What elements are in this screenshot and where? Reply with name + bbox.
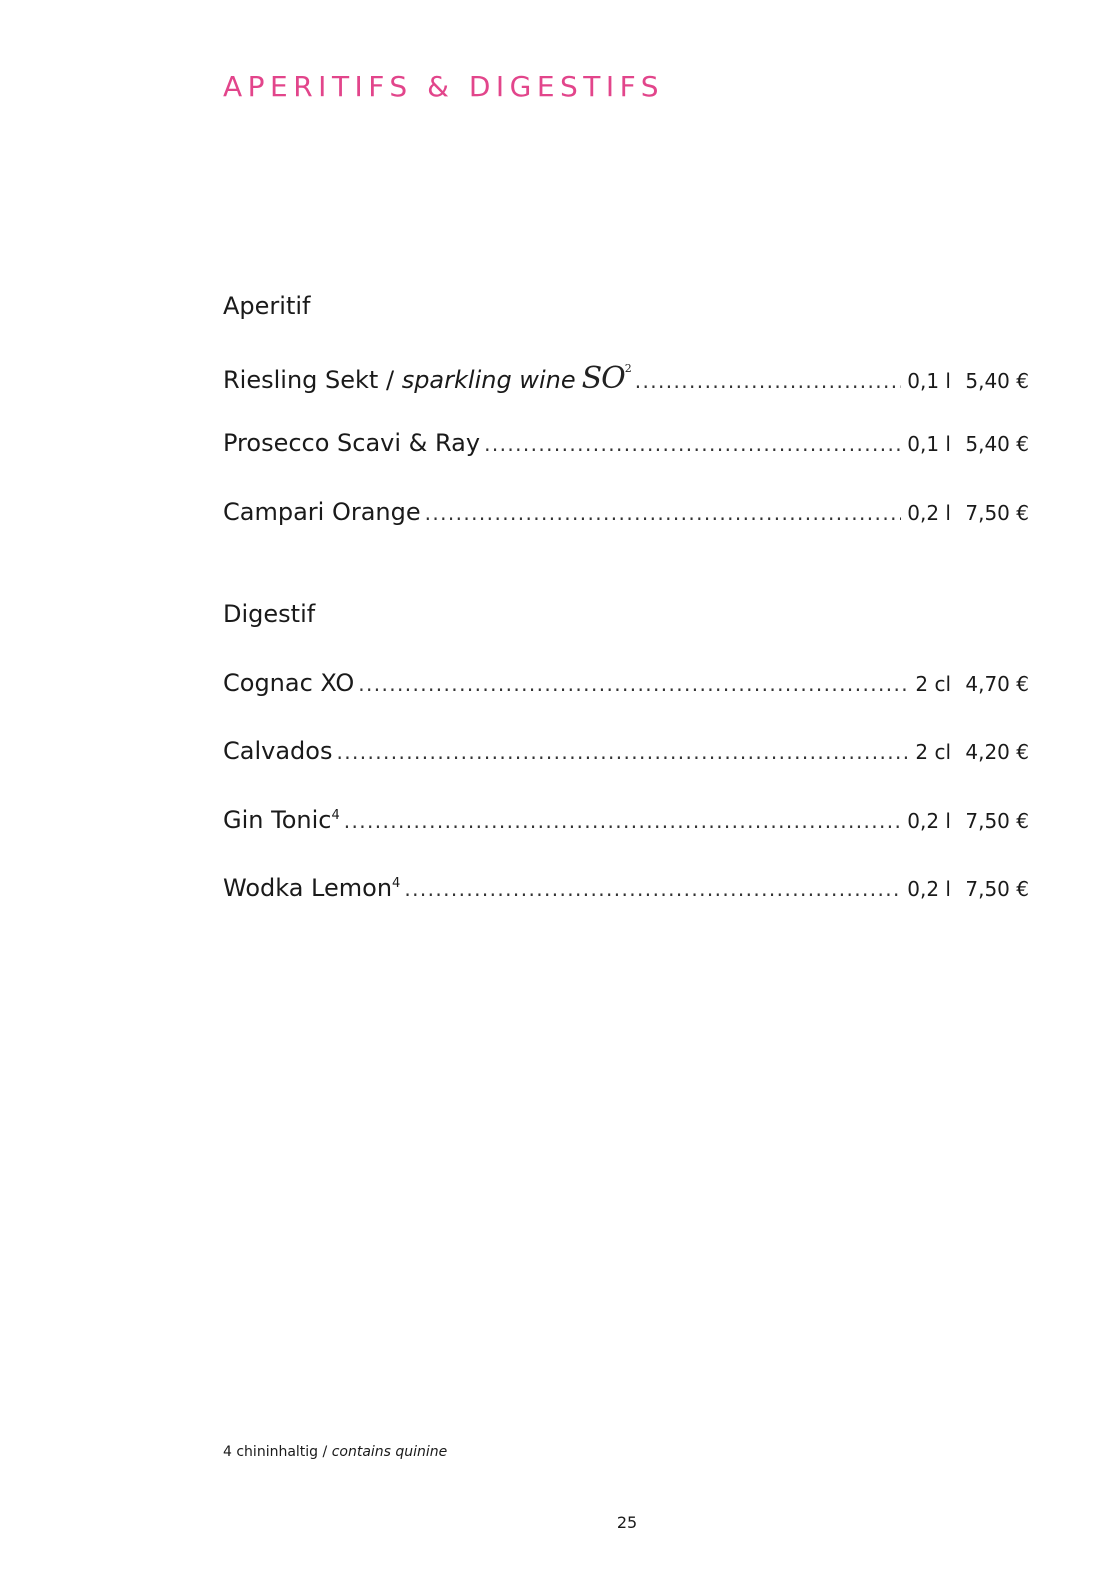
dot-leader (336, 740, 909, 764)
footnote-ref: 4 (331, 808, 340, 823)
dot-leader (404, 877, 901, 901)
item-price: 5,40 € (965, 369, 1029, 393)
item-name: Riesling Sekt / sparkling wine (223, 366, 576, 394)
item-size: 0,2 l (907, 877, 951, 901)
item-size: 2 cl (915, 672, 951, 696)
footnote (223, 1444, 447, 1460)
item-name: Campari Orange (223, 498, 421, 526)
menu-item-cognac-xo (223, 669, 1029, 701)
item-price: 7,50 € (965, 877, 1029, 901)
item-size: 0,1 l (907, 432, 951, 456)
item-name: Prosecco Scavi & Ray (223, 429, 481, 457)
menu-item-prosecco (223, 429, 1029, 461)
dot-leader (484, 432, 901, 456)
menu-item-campari-orange (223, 498, 1029, 530)
footnote-text: 4 chininhaltig / (223, 1444, 332, 1460)
menu-item-riesling-sekt (223, 361, 1029, 396)
dot-leader (425, 501, 902, 525)
sulfite-so2-icon: $SO^2$ (581, 361, 631, 396)
item-name: Cognac XO (223, 669, 355, 697)
dot-leader (344, 809, 902, 833)
dot-leader (358, 672, 909, 696)
dot-leader (635, 369, 902, 393)
item-name: Gin Tonic$^4$ (223, 806, 340, 834)
item-size: 0,1 l (907, 369, 951, 393)
item-price: 4,70 € (965, 672, 1029, 696)
item-price: 5,40 € (965, 432, 1029, 456)
section-heading-digestif: Digestif (223, 600, 316, 628)
item-price: 7,50 € (965, 501, 1029, 525)
page-number: 25 (616, 1513, 638, 1532)
item-price: 7,50 € (965, 809, 1029, 833)
item-size: 0,2 l (907, 809, 951, 833)
footnote-ref: 4 (392, 876, 401, 891)
menu-item-wodka-lemon (223, 874, 1029, 906)
footnote-italic: contains quinine (331, 1444, 448, 1460)
page-title: APERITIFS & DIGESTIFS (223, 70, 665, 103)
item-name: Wodka Lemon$^4$ (223, 874, 401, 902)
item-price: 4,20 € (965, 740, 1029, 764)
item-size: 2 cl (915, 740, 951, 764)
section-heading-aperitif: Aperitif (223, 292, 311, 320)
item-name: Calvados (223, 737, 333, 765)
item-size: 0,2 l (907, 501, 951, 525)
item-name-italic: sparkling wine (401, 366, 576, 394)
menu-item-gin-tonic (223, 806, 1029, 838)
menu-item-calvados (223, 737, 1029, 769)
